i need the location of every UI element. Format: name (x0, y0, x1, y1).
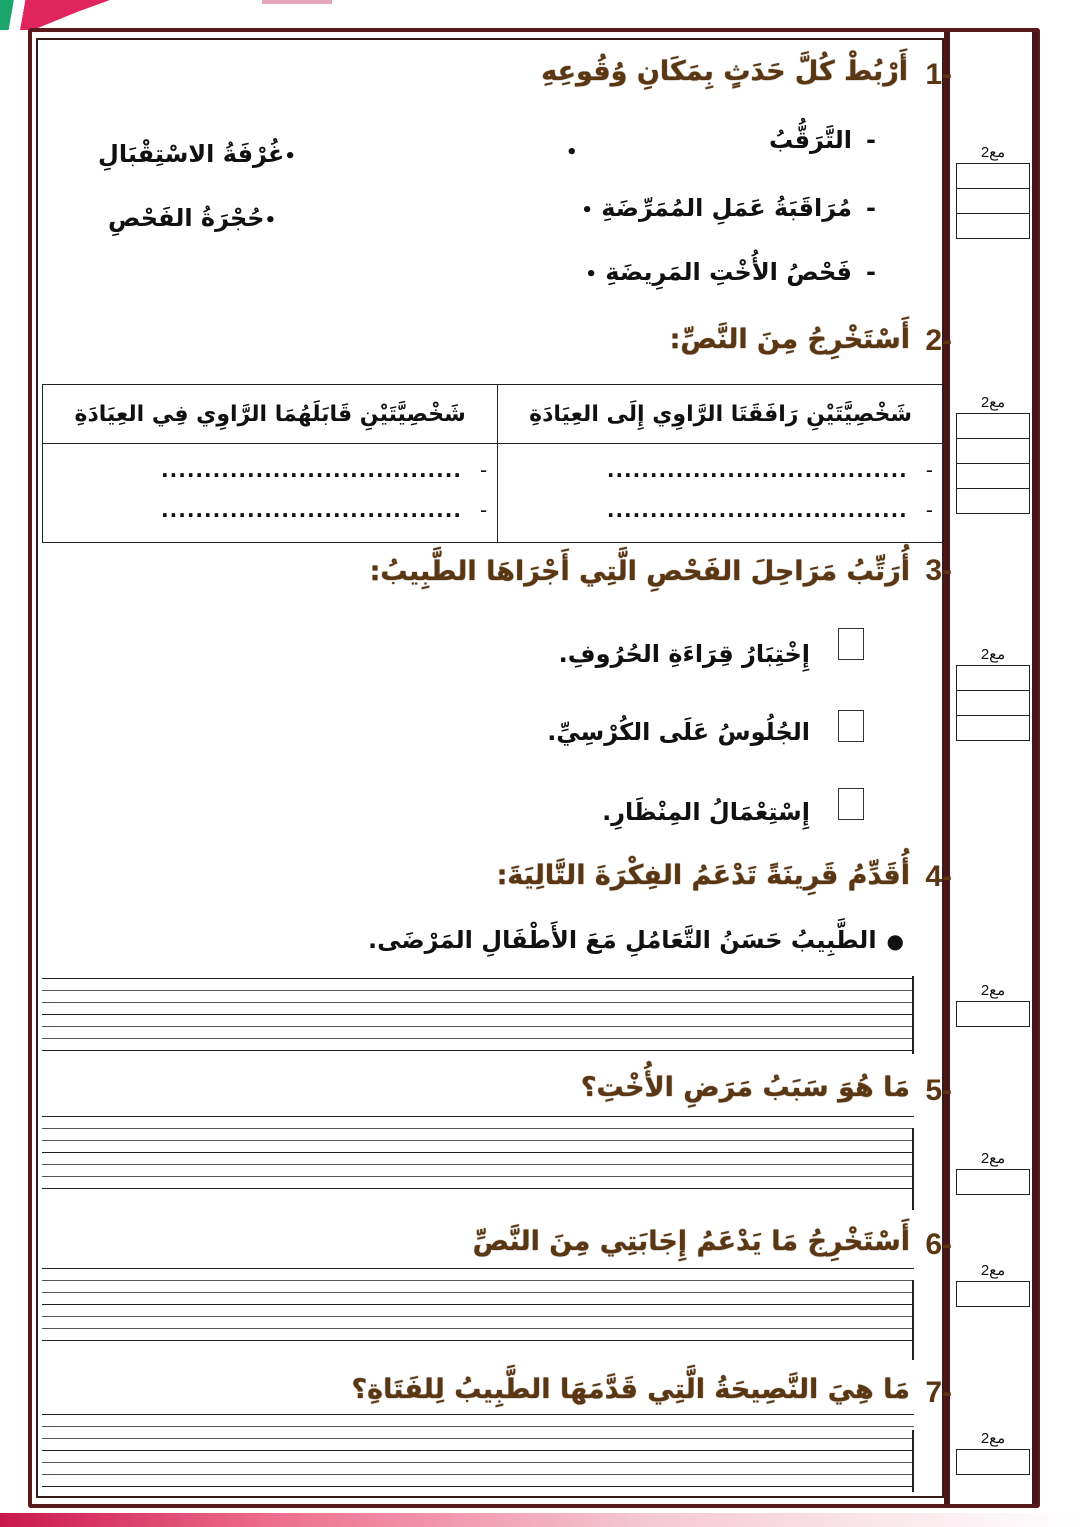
event-item (585, 258, 876, 286)
answer-blank[interactable]: - ................................... (606, 458, 933, 482)
place-match-dot[interactable]: • (284, 146, 296, 167)
question-7-title: مَا هِيَ النَّصِيحَةُ الَّتِي قَدَّمَهَا الطَّبِيبُ لِلفَتَاةِ؟ (351, 1374, 910, 1405)
dash-bullet: - (866, 194, 876, 222)
decorative-strip (262, 0, 332, 4)
question-1-number: 1- (925, 58, 952, 91)
grade-box[interactable] (956, 438, 1030, 464)
answer-lines-q5[interactable] (42, 1116, 914, 1200)
grade-block-q3 (956, 644, 1030, 741)
grade-box[interactable] (956, 488, 1030, 514)
grade-label: 2مع (980, 646, 1006, 663)
dash-bullet: - (866, 126, 876, 154)
grade-box[interactable] (956, 463, 1030, 489)
question-2-title: أَسْتَخْرِجُ مِنَ النَّصِّ: (669, 324, 910, 355)
grade-label: 2مع (980, 1430, 1006, 1447)
table-header: شَخْصِيَّتَيْنِ قَابَلَهُمَا الرَّاوِي فِي العِيَادَةِ (43, 385, 498, 444)
answer-lines-q6[interactable] (42, 1268, 914, 1352)
decorative-flower-corner (0, 0, 110, 30)
place-label: غُرْفَةُ الاسْتِقْبَالِ (98, 140, 285, 168)
grade-box[interactable] (956, 413, 1030, 439)
statement (368, 926, 904, 954)
grade-box[interactable] (956, 1449, 1030, 1475)
answer-blank[interactable]: - ................................... (161, 498, 488, 522)
event-label: مُرَاقَبَةُ عَمَلِ المُمَرِّضَةِ (601, 194, 853, 222)
step-label: إِسْتِعْمَالُ المِنْظَارِ. (602, 798, 810, 826)
grade-box[interactable] (956, 163, 1030, 189)
grade-box[interactable] (956, 665, 1030, 691)
grade-box[interactable] (956, 213, 1030, 239)
grade-label: 2مع (980, 1150, 1006, 1167)
extract-table (42, 384, 944, 543)
answer-blank[interactable]: - ................................... (606, 498, 933, 522)
table-cell (498, 444, 944, 543)
grade-label: 2مع (980, 394, 1006, 411)
grade-block-q7 (956, 1428, 1030, 1475)
statement-text: الطَّبِيبُ حَسَنُ التَّعَامُلِ مَعَ الأَطْفَالِ المَرْضَى. (368, 926, 877, 954)
grade-block-q6 (956, 1260, 1030, 1307)
table-header: شَخْصِيَّتَيْنِ رَافَقَتَا الرَّاوِي إِلَى العِيَادَةِ (498, 385, 944, 444)
question-4-number: 4- (925, 860, 952, 893)
answer-lines-edge (912, 1430, 914, 1492)
grade-block-q2 (956, 392, 1030, 514)
question-7-number: 7- (925, 1376, 952, 1409)
grade-label: 2مع (980, 1262, 1006, 1279)
decorative-bottom-band (0, 1513, 1080, 1527)
order-checkbox[interactable] (838, 628, 864, 660)
grading-column-divider (944, 32, 950, 1504)
answer-lines-q4[interactable] (42, 978, 914, 1062)
place-label: حُجْرَةُ الفَحْصِ (108, 204, 265, 232)
step-label: الجُلُوسُ عَلَى الكُرْسِيِّ. (547, 718, 810, 746)
grade-box[interactable] (956, 1001, 1030, 1027)
event-label: التَّرَقُّبُ (768, 126, 853, 154)
grade-block-q1 (956, 142, 1030, 239)
question-6-number: 6- (925, 1228, 952, 1261)
grade-label: 2مع (980, 144, 1006, 161)
place-item (98, 140, 296, 168)
event-match-dot[interactable]: • (585, 264, 597, 285)
question-5-number: 5- (925, 1074, 952, 1107)
grade-box[interactable] (956, 1281, 1030, 1307)
question-4-title: أُقَدِّمُ قَرِينَةً تَدْعَمُ الفِكْرَةَ التَّالِيَةَ: (496, 860, 910, 891)
grade-box[interactable] (956, 1169, 1030, 1195)
grade-block-q4 (956, 980, 1030, 1027)
question-3-title: أُرَتِّبُ مَرَاحِلَ الفَحْصِ الَّتِي أَجْرَاهَا الطَّبِيبُ: (369, 556, 910, 587)
grading-column-border (1032, 32, 1038, 1504)
bullet-icon: ● (886, 929, 904, 953)
step-label: إِخْتِبَارُ قِرَاءَةِ الحُرُوفِ. (558, 640, 810, 668)
grade-box[interactable] (956, 188, 1030, 214)
order-checkbox[interactable] (838, 788, 864, 820)
event-label: فَحْصُ الأُخْتِ المَرِيضَةِ (605, 258, 853, 286)
place-item (108, 204, 276, 232)
question-5-title: مَا هُوَ سَبَبُ مَرَضِ الأُخْتِ؟ (580, 1072, 910, 1103)
event-item (769, 126, 876, 154)
event-match-dot[interactable]: • (566, 142, 578, 163)
grade-box[interactable] (956, 715, 1030, 741)
event-item (581, 194, 876, 222)
question-2-number: 2- (925, 324, 952, 357)
answer-lines-edge (912, 976, 914, 1054)
question-1-title: أَرْبُطْ كُلَّ حَدَثٍ بِمَكَانِ وُقُوعِهِ (541, 56, 908, 87)
answer-lines-edge (912, 1128, 914, 1210)
dash-bullet: - (866, 258, 876, 286)
order-checkbox[interactable] (838, 710, 864, 742)
grade-block-q5 (956, 1148, 1030, 1195)
grade-box[interactable] (956, 690, 1030, 716)
answer-lines-q7[interactable] (42, 1414, 914, 1498)
event-match-dot[interactable]: • (581, 200, 593, 221)
answer-lines-edge (912, 1280, 914, 1360)
grade-label: 2مع (980, 982, 1006, 999)
question-3-number: 3- (925, 554, 952, 587)
answer-blank[interactable]: - ................................... (161, 458, 488, 482)
question-6-title: أَسْتَخْرِجُ مَا يَدْعَمُ إِجَابَتِي مِنَ النَّصِّ (472, 1226, 910, 1257)
place-match-dot[interactable]: • (264, 210, 277, 231)
table-cell (43, 444, 498, 543)
